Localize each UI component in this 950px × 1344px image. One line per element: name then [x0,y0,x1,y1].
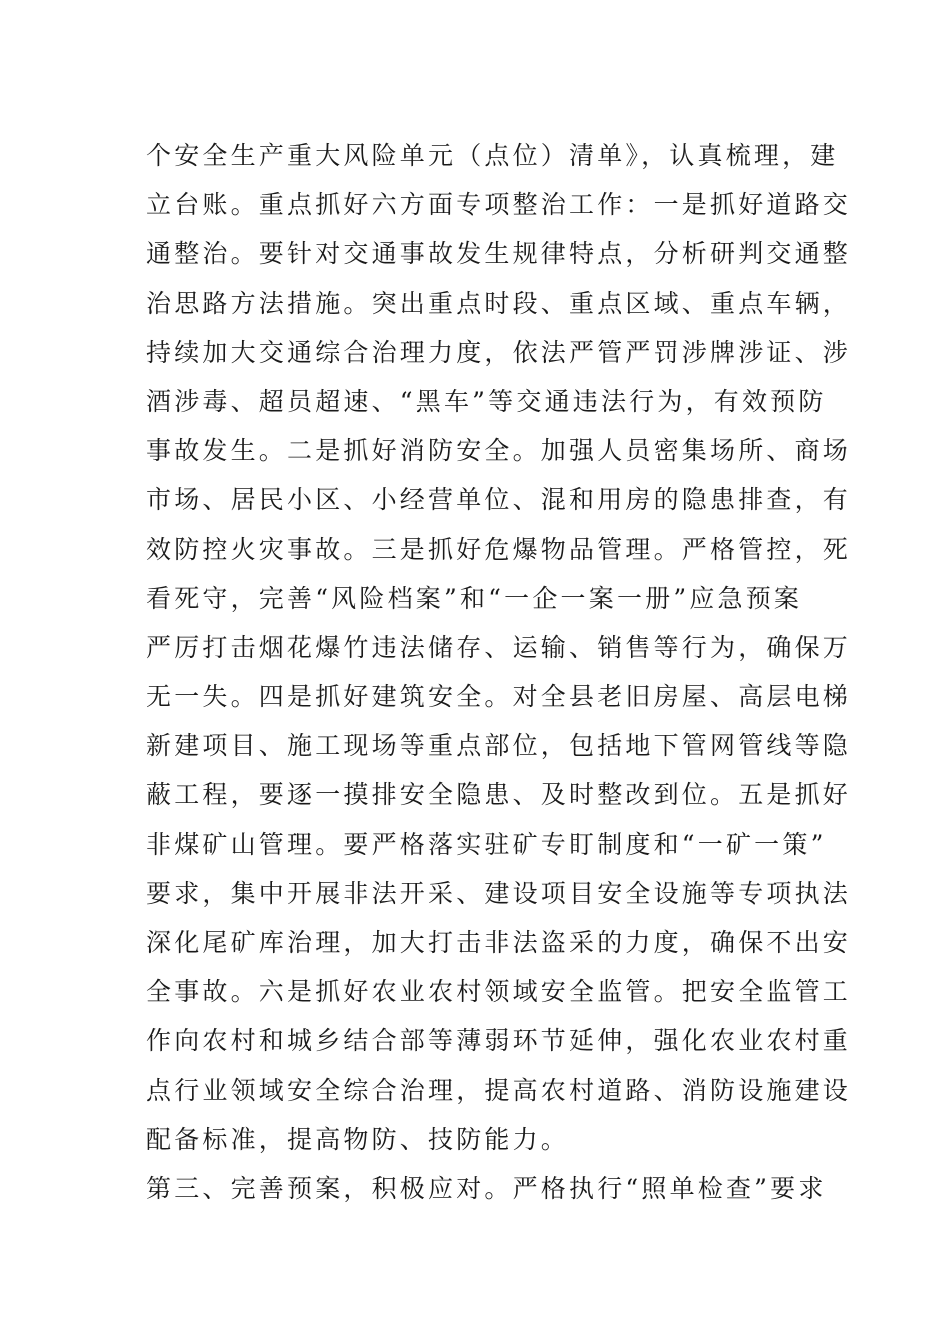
text-line: 深化尾矿库治理，加大打击非法盗采的力度，确保不出安 [146,928,852,957]
text-line: 要求，集中开展非法开采、建设项目安全设施等专项执法 [146,878,852,908]
text-line: 新建项目、施工现场等重点部位，包括地下管网管线等隐 [146,731,852,761]
text-line: 个安全生产重大风险单元（点位）清单》，认真梳理，建 [146,141,839,170]
text-line: 通整治。要针对交通事故发生规律特点，分析研判交通整 [146,239,852,269]
section-heading-line: 第三、完善预案，积极应对。严格执行“照单检查”要求 [146,1173,827,1203]
text-line: 酒涉毒、超员超速、“黑车”等交通违法行为，有效预防 [146,386,827,416]
text-line: 事故发生。二是抓好消防安全。加强人员密集场所、商场 [146,436,852,466]
text-line: 看死守，完善“风险档案”和“一企一案一册”应急预案 [146,583,803,613]
text-line: 效防控火灾事故。三是抓好危爆物品管理。严格管控，死 [146,534,852,564]
text-line: 点行业领域安全综合治理，提高农村道路、消防设施建设 [146,1075,852,1105]
text-line: 治思路方法措施。突出重点时段、重点区域、重点车辆， [146,288,852,318]
text-line: 配备标准，提高物防、技防能力。 [146,1124,570,1154]
body-text [146,131,852,1213]
text-line: 市场、居民小区、小经营单位、混和用房的隐患排查，有 [146,485,852,515]
text-line: 无一失。四是抓好建筑安全。对全县老旧房屋、高层电梯 [146,682,852,712]
text-line: 非煤矿山管理。要严格落实驻矿专盯制度和“一矿一策” [146,829,827,859]
text-line: 持续加大交通综合治理力度，依法严管严罚涉牌涉证、涉 [146,337,852,367]
text-line: 立台账。重点抓好六方面专项整治工作：一是抓好道路交 [146,190,852,220]
text-line: 严厉打击烟花爆竹违法储存、运输、销售等行为，确保万 [146,632,852,662]
text-line: 作向农村和城乡结合部等薄弱环节延伸，强化农业农村重 [146,1026,852,1056]
text-line: 全事故。六是抓好农业农村领域安全监管。把安全监管工 [146,977,852,1007]
text-line: 蔽工程，要逐一摸排安全隐患、及时整改到位。五是抓好 [146,780,852,810]
